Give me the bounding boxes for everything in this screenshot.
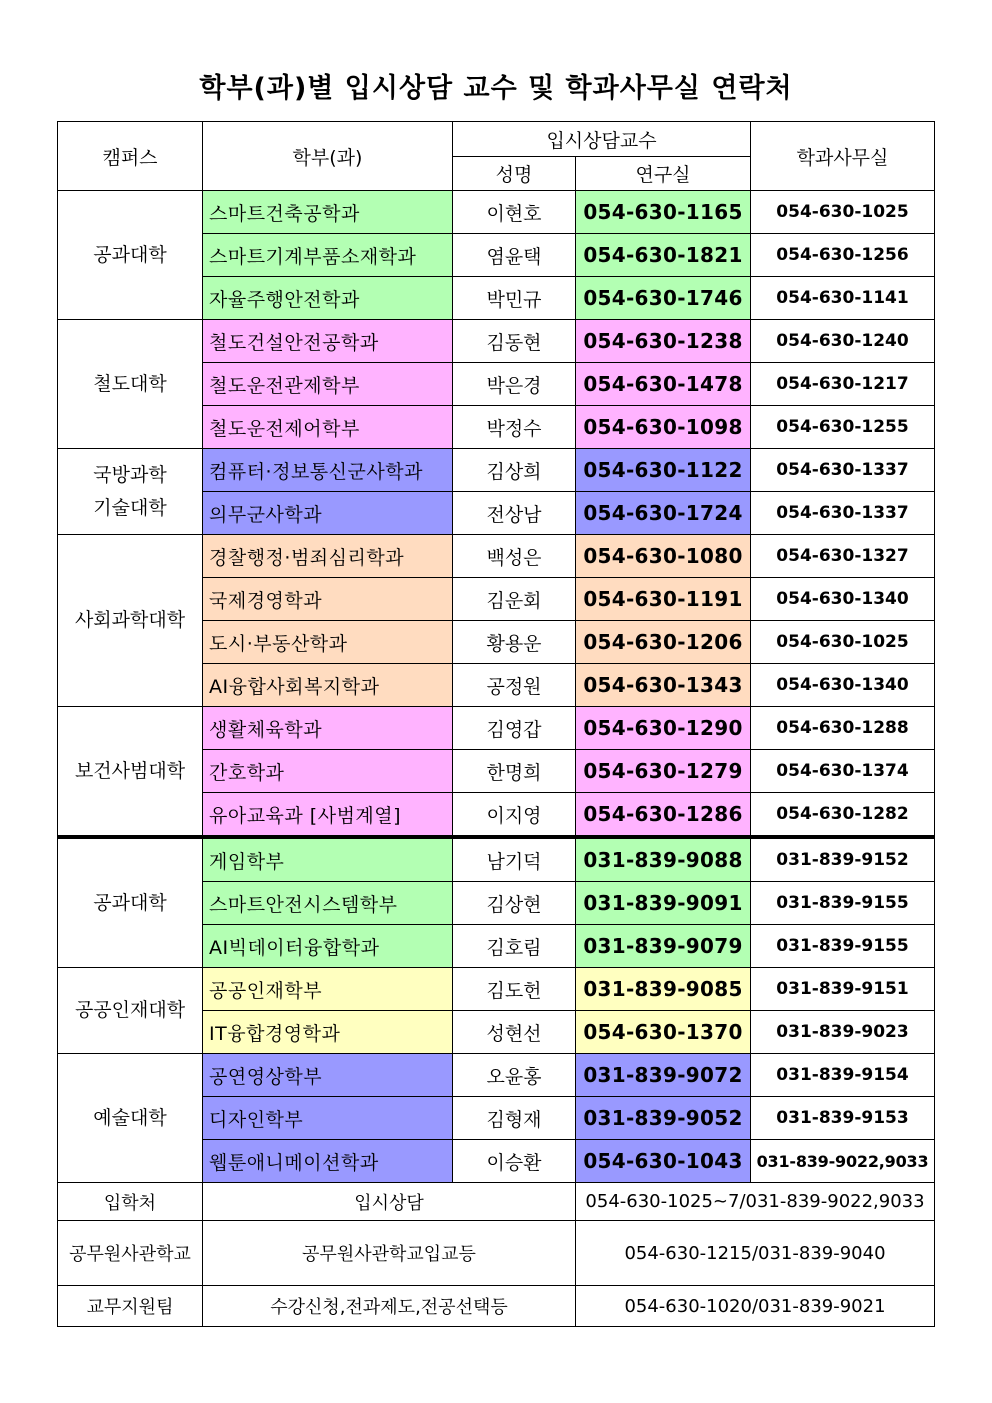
footer-phone: 054-630-1215/031-839-9040 — [576, 1221, 935, 1286]
dept-cell: 도시·부동산학과 — [203, 621, 453, 664]
table-row — [58, 535, 935, 578]
contact-table — [57, 121, 935, 1327]
professor-cell: 김운회 — [453, 578, 576, 621]
professor-cell: 남기덕 — [453, 837, 576, 882]
lab-phone-cell: 031-839-9085 — [576, 968, 751, 1011]
lab-phone-cell: 054-630-1286 — [576, 793, 751, 838]
lab-phone-cell: 054-630-1043 — [576, 1140, 751, 1183]
lab-phone-cell: 054-630-1746 — [576, 277, 751, 320]
office-phone-cell: 054-630-1340 — [751, 578, 935, 621]
professor-cell: 황용운 — [453, 621, 576, 664]
lab-phone-cell: 054-630-1165 — [576, 191, 751, 234]
lab-phone-cell: 054-630-1098 — [576, 406, 751, 449]
campus-cell: 철도대학 — [58, 320, 203, 449]
footer-desc: 수강신청,전과제도,전공선택등 — [203, 1286, 576, 1327]
professor-cell: 한명희 — [453, 750, 576, 793]
office-phone-cell: 054-630-1340 — [751, 664, 935, 707]
lab-phone-cell: 031-839-9091 — [576, 882, 751, 925]
footer-label: 입학처 — [58, 1183, 203, 1221]
lab-phone-cell: 054-630-1122 — [576, 449, 751, 492]
lab-phone-cell: 054-630-1206 — [576, 621, 751, 664]
dept-cell: 웹툰애니메이션학과 — [203, 1140, 453, 1183]
office-phone-cell: 054-630-1141 — [751, 277, 935, 320]
office-phone-cell: 031-839-9155 — [751, 925, 935, 968]
dept-cell: 철도건설안전공학과 — [203, 320, 453, 363]
lab-phone-cell: 054-630-1279 — [576, 750, 751, 793]
dept-cell: 국제경영학과 — [203, 578, 453, 621]
lab-phone-cell: 031-839-9088 — [576, 837, 751, 882]
lab-phone-cell: 054-630-1821 — [576, 234, 751, 277]
professor-cell: 김동현 — [453, 320, 576, 363]
dept-cell: 공공인재학부 — [203, 968, 453, 1011]
header-lab: 연구실 — [576, 157, 751, 191]
lab-phone-cell: 054-630-1370 — [576, 1011, 751, 1054]
lab-phone-cell: 054-630-1478 — [576, 363, 751, 406]
footer-label: 교무지원팀 — [58, 1286, 203, 1327]
dept-cell: AI빅데이터융합학과 — [203, 925, 453, 968]
dept-cell: 디자인학부 — [203, 1097, 453, 1140]
header-name: 성명 — [453, 157, 576, 191]
footer-desc: 입시상담 — [203, 1183, 576, 1221]
office-phone-cell: 054-630-1217 — [751, 363, 935, 406]
office-phone-cell: 054-630-1288 — [751, 707, 935, 750]
table-row — [58, 837, 935, 882]
dept-cell: 간호학과 — [203, 750, 453, 793]
dept-cell: 의무군사학과 — [203, 492, 453, 535]
campus-cell: 예술대학 — [58, 1054, 203, 1183]
professor-cell: 오윤홍 — [453, 1054, 576, 1097]
office-phone-cell: 054-630-1256 — [751, 234, 935, 277]
dept-cell: 스마트안전시스템학부 — [203, 882, 453, 925]
campus-cell: 사회과학대학 — [58, 535, 203, 707]
dept-cell: IT융합경영학과 — [203, 1011, 453, 1054]
professor-cell: 김영갑 — [453, 707, 576, 750]
lab-phone-cell: 054-630-1191 — [576, 578, 751, 621]
office-phone-cell: 031-839-9022,9033 — [751, 1140, 935, 1183]
footer-row — [58, 1183, 935, 1221]
lab-phone-cell: 054-630-1290 — [576, 707, 751, 750]
professor-cell: 박정수 — [453, 406, 576, 449]
lab-phone-cell: 054-630-1080 — [576, 535, 751, 578]
lab-phone-cell: 031-839-9079 — [576, 925, 751, 968]
office-phone-cell: 054-630-1240 — [751, 320, 935, 363]
footer-row — [58, 1221, 935, 1286]
office-phone-cell: 054-630-1374 — [751, 750, 935, 793]
dept-cell: 경찰행정·범죄심리학과 — [203, 535, 453, 578]
campus-cell: 보건사범대학 — [58, 707, 203, 838]
footer-desc: 공무원사관학교입교등 — [203, 1221, 576, 1286]
professor-cell: 김상현 — [453, 882, 576, 925]
page-title: 학부(과)별 입시상담 교수 및 학과사무실 연락처 — [199, 73, 793, 104]
footer-phone: 054-630-1025~7/031-839-9022,9033 — [576, 1183, 935, 1221]
office-phone-cell: 031-839-9023 — [751, 1011, 935, 1054]
lab-phone-cell: 031-839-9072 — [576, 1054, 751, 1097]
header-dept: 학부(과) — [203, 122, 453, 191]
professor-cell: 박민규 — [453, 277, 576, 320]
dept-cell: 게임학부 — [203, 837, 453, 882]
office-phone-cell: 031-839-9152 — [751, 837, 935, 882]
professor-cell: 이지영 — [453, 793, 576, 838]
office-phone-cell: 031-839-9151 — [751, 968, 935, 1011]
office-phone-cell: 054-630-1337 — [751, 449, 935, 492]
footer-label: 공무원사관학교 — [58, 1221, 203, 1286]
dept-cell: 공연영상학부 — [203, 1054, 453, 1097]
office-phone-cell: 031-839-9155 — [751, 882, 935, 925]
dept-cell: 컴퓨터·정보통신군사학과 — [203, 449, 453, 492]
dept-cell: 철도운전제어학부 — [203, 406, 453, 449]
campus-cell: 공과대학 — [58, 837, 203, 968]
dept-cell: 자율주행안전학과 — [203, 277, 453, 320]
office-phone-cell: 054-630-1327 — [751, 535, 935, 578]
campus-cell: 공공인재대학 — [58, 968, 203, 1054]
professor-cell: 이승환 — [453, 1140, 576, 1183]
professor-cell: 전상남 — [453, 492, 576, 535]
campus-cell: 공과대학 — [58, 191, 203, 320]
office-phone-cell: 054-630-1025 — [751, 621, 935, 664]
table-row — [58, 707, 935, 750]
table-row — [58, 191, 935, 234]
dept-cell: AI융합사회복지학과 — [203, 664, 453, 707]
lab-phone-cell: 054-630-1724 — [576, 492, 751, 535]
office-phone-cell: 054-630-1282 — [751, 793, 935, 838]
lab-phone-cell: 031-839-9052 — [576, 1097, 751, 1140]
table-row — [58, 1054, 935, 1097]
footer-phone: 054-630-1020/031-839-9021 — [576, 1286, 935, 1327]
dept-cell: 유아교육과 [사범계열] — [203, 793, 453, 838]
office-phone-cell: 054-630-1025 — [751, 191, 935, 234]
table-row — [58, 449, 935, 492]
professor-cell: 김도헌 — [453, 968, 576, 1011]
professor-cell: 김형재 — [453, 1097, 576, 1140]
table-row — [58, 320, 935, 363]
professor-cell: 염윤택 — [453, 234, 576, 277]
professor-cell: 성현선 — [453, 1011, 576, 1054]
lab-phone-cell: 054-630-1343 — [576, 664, 751, 707]
lab-phone-cell: 054-630-1238 — [576, 320, 751, 363]
footer-row — [58, 1286, 935, 1327]
professor-cell: 김호림 — [453, 925, 576, 968]
office-phone-cell: 031-839-9153 — [751, 1097, 935, 1140]
office-phone-cell: 054-630-1255 — [751, 406, 935, 449]
campus-cell: 국방과학 기술대학 — [58, 449, 203, 535]
professor-cell: 공정원 — [453, 664, 576, 707]
dept-cell: 생활체육학과 — [203, 707, 453, 750]
professor-cell: 이현호 — [453, 191, 576, 234]
dept-cell: 철도운전관제학부 — [203, 363, 453, 406]
table-body — [58, 191, 935, 1327]
dept-cell: 스마트건축공학과 — [203, 191, 453, 234]
dept-cell: 스마트기계부품소재학과 — [203, 234, 453, 277]
table-row — [58, 968, 935, 1011]
header-campus: 캠퍼스 — [58, 122, 203, 191]
header-office: 학과사무실 — [751, 122, 935, 191]
office-phone-cell: 054-630-1337 — [751, 492, 935, 535]
office-phone-cell: 031-839-9154 — [751, 1054, 935, 1097]
professor-cell: 김상희 — [453, 449, 576, 492]
professor-cell: 백성은 — [453, 535, 576, 578]
professor-cell: 박은경 — [453, 363, 576, 406]
header-advisor: 입시상담교수 — [453, 122, 751, 157]
